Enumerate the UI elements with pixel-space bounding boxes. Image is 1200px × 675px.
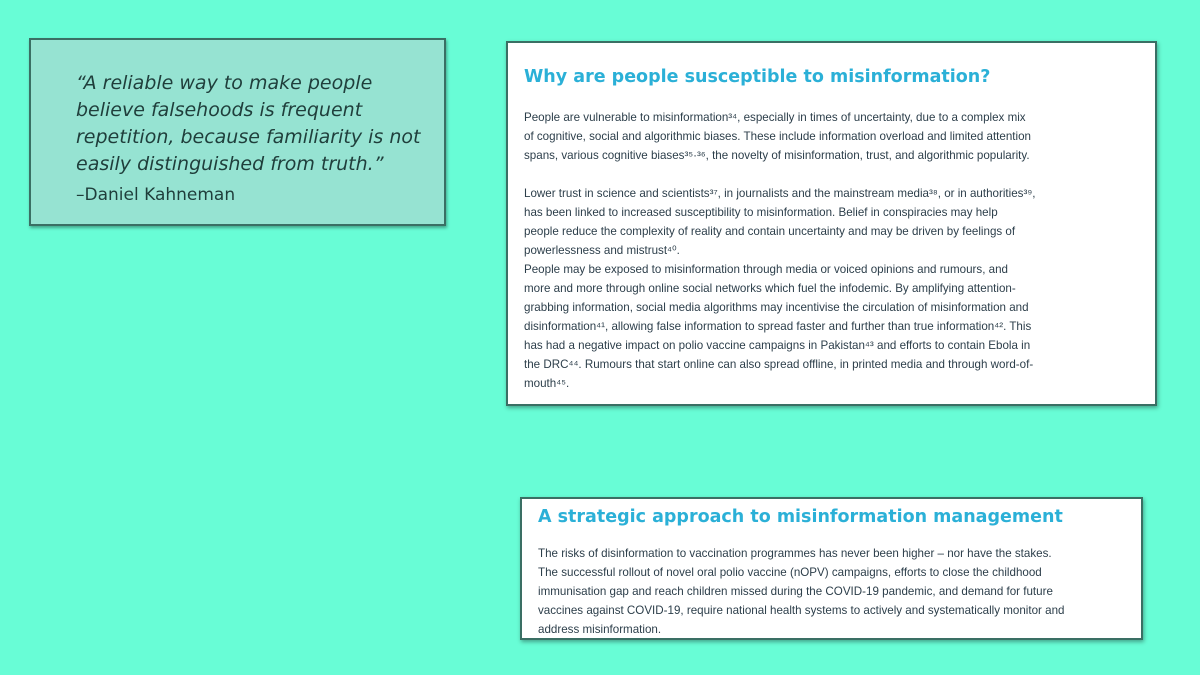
paragraph-line: address misinformation. xyxy=(538,623,662,636)
paragraph-line: the DRC⁴⁴. Rumours that start online can also spread offline, in printed media and through word-of- xyxy=(524,358,1034,371)
paragraph-line: vaccines against COVID-19, require national health systems to actively and systematically monitor and xyxy=(538,604,1065,617)
paragraph-line: People are vulnerable to misinformation³⁴, especially in times of uncertainty, due to a complex mix xyxy=(524,111,1026,124)
paragraph-line: mouth⁴⁵. xyxy=(524,377,570,390)
section-paragraph xyxy=(524,184,1129,393)
quote-text: “A reliable way to make people believe falsehoods is frequent repetition, because familiarity is not easily distinguished from truth.” xyxy=(76,72,421,175)
strategic-approach-card xyxy=(520,497,1143,640)
paragraph-line: has been linked to increased susceptibility to misinformation. Belief in conspiracies may help xyxy=(524,206,998,219)
quote-author: –Daniel Kahneman xyxy=(76,185,236,205)
paragraph-line: disinformation⁴¹, allowing false information to spread faster and further than true information⁴². This xyxy=(524,320,1032,333)
paragraph-line: Lower trust in science and scientists³⁷, in journalists and the mainstream media³⁸, or in authorities³⁹, xyxy=(524,187,1036,200)
paragraph-line: The successful rollout of novel oral polio vaccine (nOPV) campaigns, efforts to close the childhood xyxy=(538,566,1042,579)
paragraph-line: The risks of disinformation to vaccination programmes has never been higher – nor have the stakes. xyxy=(538,547,1052,560)
paragraph-line: spans, various cognitive biases³⁵·³⁶, the novelty of misinformation, trust, and algorithmic popularity. xyxy=(524,149,1030,162)
paragraph-line: of cognitive, social and algorithmic biases. These include information overload and limited attention xyxy=(524,130,1031,143)
paragraph-line: people reduce the complexity of reality and contain uncertainty and may be driven by feelings of xyxy=(524,225,1016,238)
section-paragraph xyxy=(524,108,1129,165)
section-heading: A strategic approach to misinformation management xyxy=(538,507,1063,527)
paragraph-line: powerlessness and mistrust⁴⁰. xyxy=(524,244,680,257)
paragraph-line: has had a negative impact on polio vaccine campaigns in Pakistan⁴³ and efforts to contain Ebola in xyxy=(524,339,1031,352)
paragraph-line: immunisation gap and reach children missed during the COVID-19 pandemic, and demand for future xyxy=(538,585,1053,598)
paragraph-line: People may be exposed to misinformation through media or voiced opinions and rumours, and xyxy=(524,263,1008,276)
section-paragraph xyxy=(538,544,1133,639)
quote-box xyxy=(29,38,446,226)
section-heading: Why are people susceptible to misinformation? xyxy=(524,67,991,87)
misinformation-susceptibility-card xyxy=(506,41,1157,406)
paragraph-line: more and more through online social networks which fuel the infodemic. By amplifying attention- xyxy=(524,282,1016,295)
paragraph-line: grabbing information, social media algorithms may incentivise the circulation of misinformation and xyxy=(524,301,1029,314)
